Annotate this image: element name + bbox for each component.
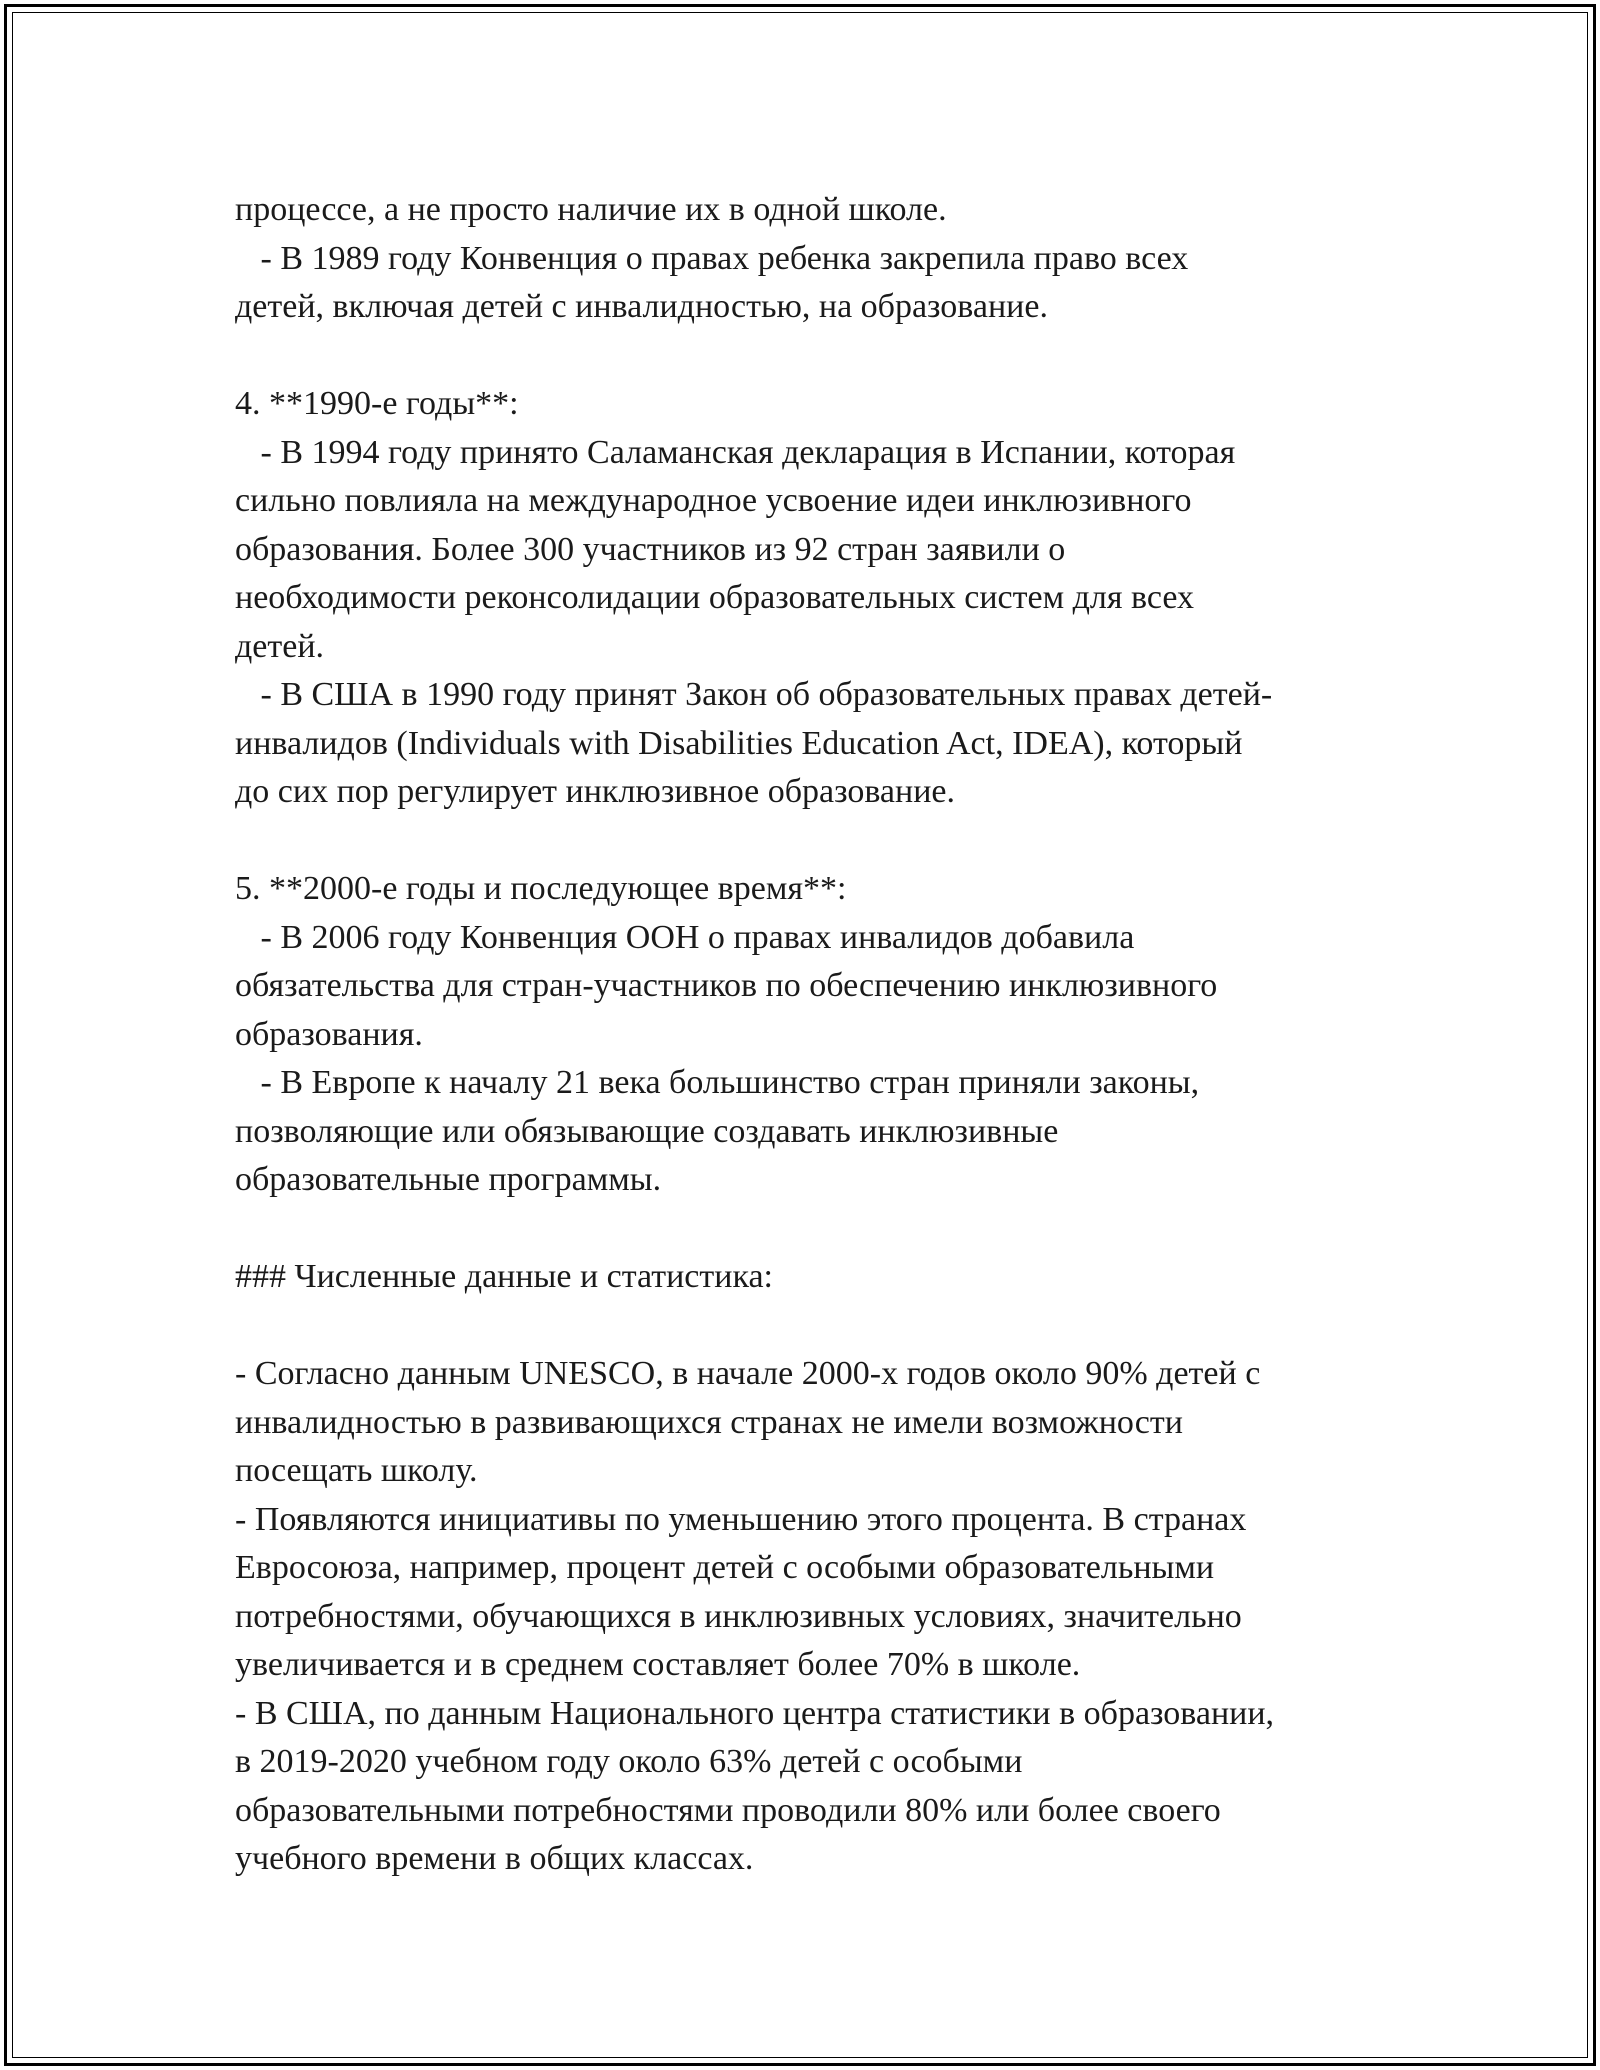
- section-heading: 5. **2000-е годы и последующее время**:: [235, 870, 847, 907]
- text-line: - Согласно данным UNESCO, в начале 2000-х годов около 90% детей с: [235, 1355, 1261, 1392]
- text-line: инвалидов (Individuals with Disabilities Education Act, IDEA), который: [235, 724, 1243, 762]
- text-line: образования. Более 300 участников из 92 стран заявили о: [235, 530, 1066, 568]
- text-line: - В США, по данным Национального центра статистики в образовании,: [235, 1694, 1275, 1732]
- text-line: детей.: [235, 627, 325, 665]
- text-line: посещать школу.: [235, 1452, 478, 1489]
- text-line: - В Европе к началу 21 века большинство стран приняли законы,: [235, 1064, 1200, 1101]
- text-line: - В 1994 году принято Саламанская декларация в Испании, которая: [235, 433, 1236, 471]
- text-line: детей, включая детей с инвалидностью, на образование.: [235, 288, 1048, 325]
- text-line: необходимости реконсолидации образовательных систем для всех: [235, 579, 1195, 616]
- blank-line: [235, 817, 1365, 866]
- text-line: инвалидностью в развивающихся странах не имели возможности: [235, 1403, 1183, 1441]
- text-line: Евросоюза, например, процент детей с особыми образовательными: [235, 1549, 1215, 1586]
- text-line: увеличивается и в среднем составляет более 70% в школе.: [235, 1646, 1081, 1683]
- statistics-heading: ### Численные данные и статистика:: [235, 1258, 773, 1295]
- text-line: образовательные программы.: [235, 1161, 662, 1198]
- blank-line: [235, 332, 1365, 381]
- blank-line: [235, 1302, 1365, 1351]
- document-body: [235, 186, 1365, 1884]
- blank-line: [235, 1205, 1365, 1254]
- text-line: процессе, а не просто наличие их в одной школе.: [235, 191, 947, 228]
- text-line: образования.: [235, 1015, 423, 1053]
- section-heading: 4. **1990-е годы**:: [235, 385, 519, 422]
- text-line: в 2019-2020 учебном году около 63% детей с особыми: [235, 1743, 1023, 1780]
- text-line: обязательства для стран-участников по обеспечению инклюзивного: [235, 967, 1218, 1004]
- text-line: образовательными потребностями проводили 80% или более своего: [235, 1791, 1221, 1829]
- text-line: - В 2006 году Конвенция ООН о правах инвалидов добавила: [235, 918, 1135, 956]
- text-line: сильно повлияла на международное усвоение идеи инклюзивного: [235, 482, 1192, 519]
- text-line: учебного времени в общих классах.: [235, 1840, 754, 1877]
- text-line: потребностями, обучающихся в инклюзивных условиях, значительно: [235, 1597, 1242, 1635]
- text-line: позволяющие или обязывающие создавать инклюзивные: [235, 1112, 1059, 1150]
- text-line: - Появляются инициативы по уменьшению этого процента. В странах: [235, 1500, 1247, 1538]
- text-line: до сих пор регулирует инклюзивное образование.: [235, 773, 955, 810]
- text-line: - В США в 1990 году принят Закон об образовательных правах детей-: [235, 676, 1273, 713]
- text-line: - В 1989 году Конвенция о правах ребенка закрепила право всех: [235, 239, 1189, 277]
